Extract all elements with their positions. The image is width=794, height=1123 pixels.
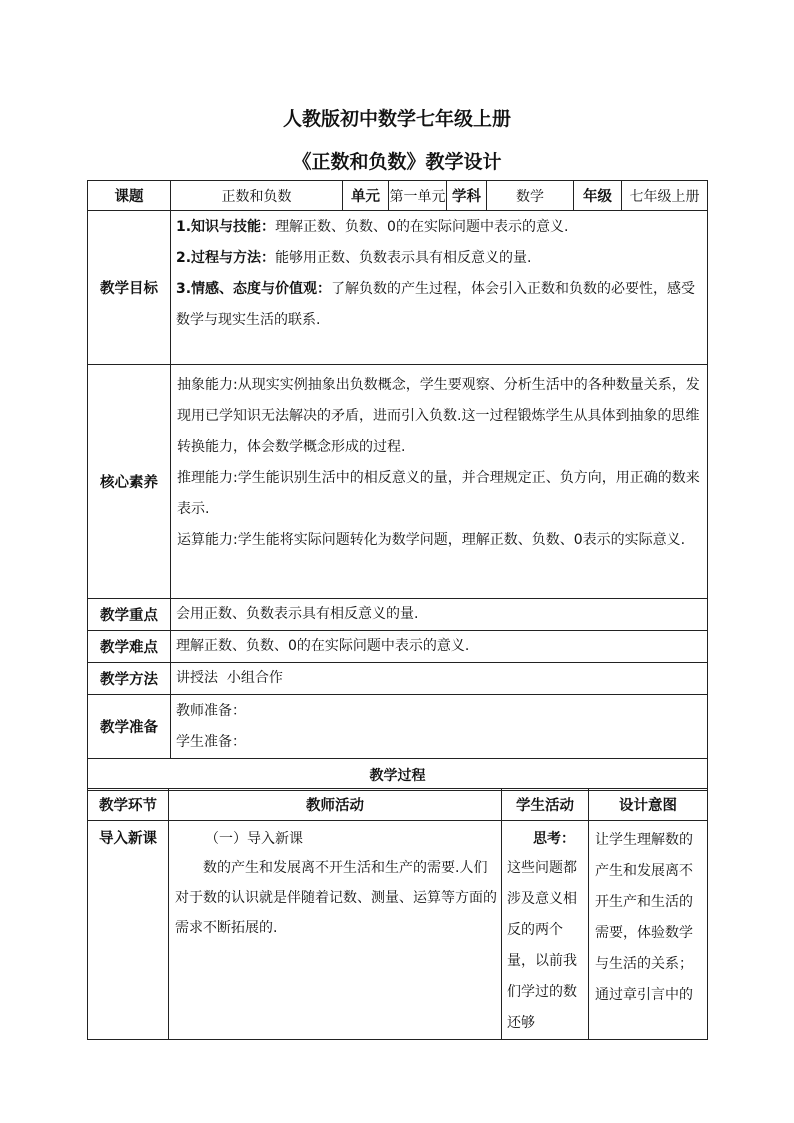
- student-activity: [502, 821, 589, 1040]
- key-point-row: [88, 599, 708, 631]
- column-header: 设计意图: [589, 789, 708, 821]
- stage-label: 导入新课: [88, 821, 169, 1040]
- key-point-text: 会用正数、负数表示具有相反意义的量.: [171, 599, 708, 631]
- objective-head: 2.过程与方法：: [176, 250, 276, 266]
- teacher-activity: [169, 821, 502, 1040]
- grade-label: 年级: [574, 181, 622, 211]
- unit-label: 单元: [343, 181, 389, 211]
- document-title: 人教版初中数学七年级上册: [282, 108, 511, 130]
- grade-value: 七年级上册: [622, 181, 708, 211]
- method-row: [88, 663, 708, 695]
- process-row: [88, 821, 708, 1040]
- literacy-paragraph: 推理能力:学生能识别生活中的相反意义的量，并合理规定正、负方向，用正确的数来表示.: [177, 470, 700, 517]
- student-activity-text: 这些问题都涉及意义相反的两个量，以前我们学过的数还够: [507, 860, 577, 1031]
- difficulty-row: [88, 631, 708, 663]
- objective-head: 3.情感、态度与价值观：: [176, 281, 332, 297]
- column-header: 学生活动: [502, 789, 589, 821]
- process-table: [87, 788, 708, 1040]
- method-text: 讲授法 小组合作: [171, 663, 708, 695]
- preparation-row: [88, 695, 708, 759]
- objectives-content: [171, 211, 708, 365]
- student-activity-heading: 思考：: [533, 831, 575, 847]
- preparation-label: 教学准备: [88, 695, 171, 759]
- column-header: 教师活动: [169, 789, 502, 821]
- process-title-row: [88, 759, 708, 791]
- process-title: 教学过程: [88, 759, 708, 791]
- process-header-row: [88, 789, 708, 821]
- lesson-plan-table: [87, 180, 708, 791]
- literacy-paragraph: 运算能力:学生能将实际问题转化为数学问题，理解正数、负数、0表示的实际意义.: [177, 532, 686, 548]
- objective-text: 能够用正数、负数表示具有相反意义的量.: [275, 250, 532, 266]
- design-intent: [589, 821, 708, 1040]
- subject-label: 学科: [447, 181, 487, 211]
- column-header: 教学环节: [88, 789, 169, 821]
- header-row: [88, 181, 708, 211]
- objective-item: [171, 274, 707, 336]
- teacher-activity-heading: （一）导入新课: [205, 831, 303, 847]
- subject-value: 数学: [487, 181, 574, 211]
- teacher-activity-text: 数的产生和发展离不开生活和生产的需要.人们对于数的认识就是伴随着记数、测量、运算等方面的需求不断拓展的.: [175, 860, 497, 936]
- objective-text: 了解负数的产生过程，体会引入正数和负数的必要性，感受数学与现实生活的联系.: [176, 281, 696, 328]
- objectives-label: 教学目标: [88, 211, 171, 365]
- method-label: 教学方法: [88, 663, 171, 695]
- objective-text: 理解正数、负数、0的在实际问题中表示的意义.: [275, 219, 569, 235]
- objective-item: [171, 243, 707, 274]
- difficulty-text: 理解正数、负数、0的在实际问题中表示的意义.: [171, 631, 708, 663]
- topic-label: 课题: [88, 181, 171, 211]
- literacy-content: [171, 365, 708, 599]
- design-intent-text: 让学生理解数的产生和发展离不开生产和生活的需要，体验数学与生活的关系；通过章引言中的: [595, 832, 693, 1003]
- topic-value: 正数和负数: [171, 181, 343, 211]
- preparation-content: [171, 695, 708, 759]
- student-preparation: 学生准备：: [176, 733, 246, 750]
- document-subtitle: 《正数和负数》教学设计: [292, 151, 502, 173]
- objectives-row: [88, 211, 708, 365]
- key-point-label: 教学重点: [88, 599, 171, 631]
- teacher-preparation: 教师准备：: [176, 702, 246, 719]
- difficulty-label: 教学难点: [88, 631, 171, 663]
- literacy-paragraph: 抽象能力:从现实实例抽象出负数概念，学生要观察、分析生活中的各种数量关系，发现用已学知识无法解决的矛盾，进而引入负数.这一过程锻炼学生从具体到抽象的思维转换能力，体会数学概念形成的过程.: [177, 377, 700, 455]
- unit-value: 第一单元: [389, 181, 447, 211]
- literacy-row: [88, 365, 708, 599]
- literacy-label: 核心素养: [88, 365, 171, 599]
- objective-head: 1.知识与技能：: [176, 219, 276, 235]
- objective-item: [171, 212, 707, 243]
